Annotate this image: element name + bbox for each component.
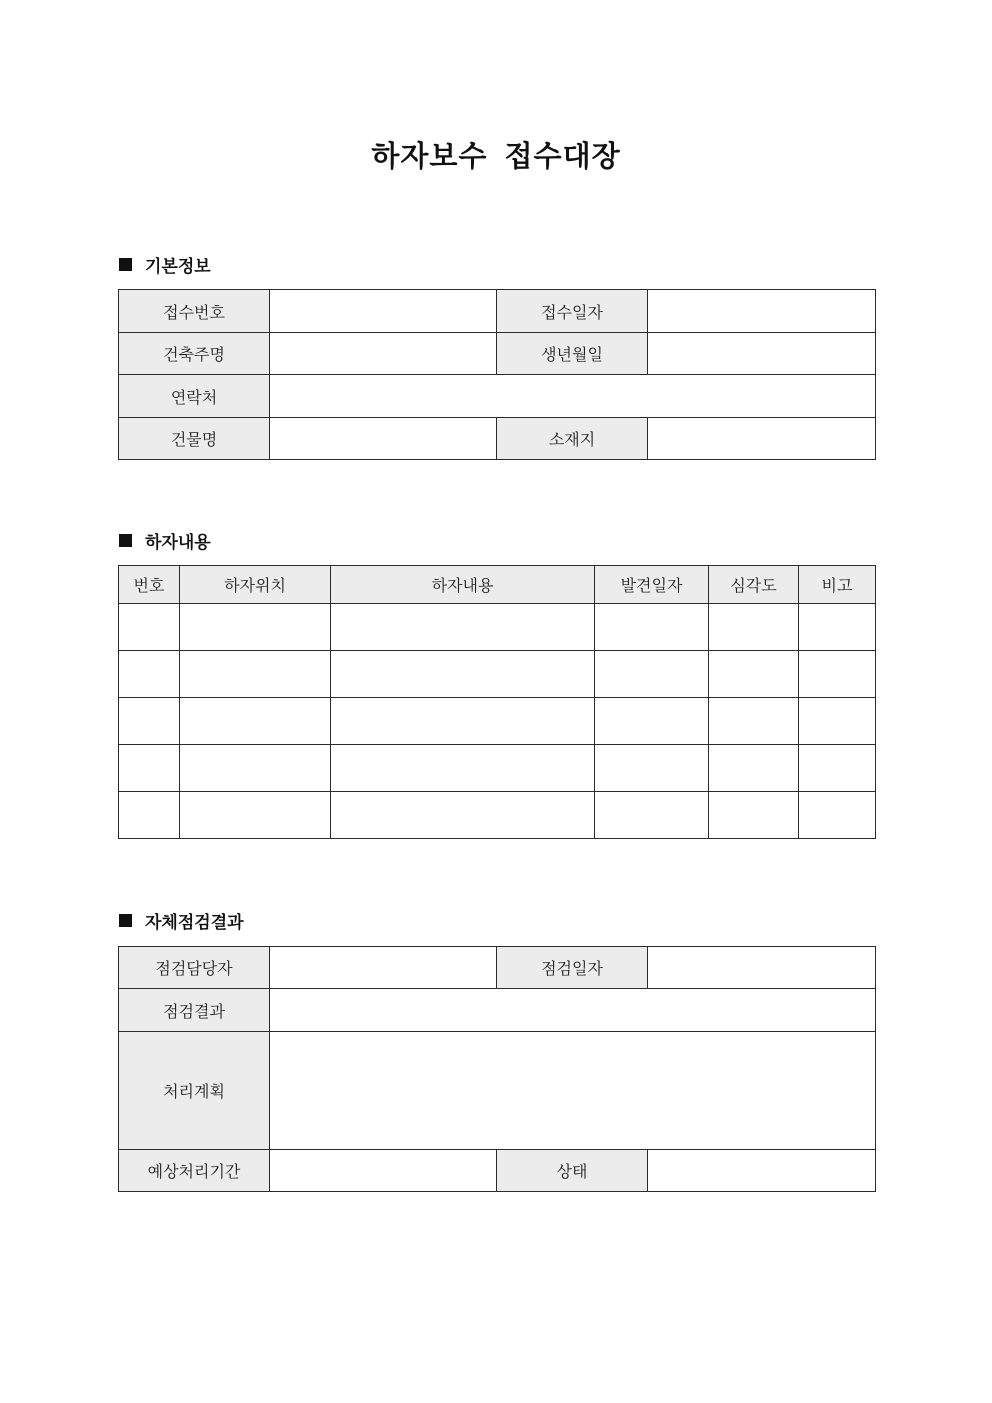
inspection-result-field[interactable] [270,989,876,1032]
page-title: 하자보수 접수대장 [371,139,621,173]
location-cell[interactable] [180,792,331,839]
inspection-date-field[interactable] [648,947,876,989]
no-cell[interactable] [119,604,180,651]
section-heading-inspection [119,908,244,932]
note-cell[interactable] [799,745,876,792]
inspector-field[interactable] [270,947,497,989]
table-row [119,745,876,792]
table-row [119,698,876,745]
found-date-cell[interactable] [595,604,709,651]
defect-table [118,565,876,839]
table-row [119,651,876,698]
receipt-date-field[interactable] [648,290,876,333]
location-cell[interactable] [180,651,331,698]
column-header-note: 비고 [799,566,876,604]
found-date-cell[interactable] [595,651,709,698]
section-heading-label: 하자내용 [145,532,211,553]
expected-period-label: 예상처리기간 [119,1150,270,1192]
content-cell[interactable] [331,651,595,698]
inspection-result-label: 점검결과 [119,989,270,1032]
table-row [119,792,876,839]
no-cell[interactable] [119,745,180,792]
found-date-cell[interactable] [595,698,709,745]
section-heading-label: 자체점검결과 [145,912,244,933]
location-label: 소재지 [497,418,648,460]
birth-date-label: 생년월일 [497,333,648,375]
square-bullet-icon [119,534,132,547]
inspection-date-label: 점검일자 [497,947,648,989]
no-cell[interactable] [119,651,180,698]
found-date-cell[interactable] [595,745,709,792]
note-cell[interactable] [799,792,876,839]
section-heading-label: 기본정보 [145,256,211,277]
status-label: 상태 [497,1150,648,1192]
contact-field[interactable] [270,375,876,418]
severity-cell[interactable] [709,698,799,745]
severity-cell[interactable] [709,792,799,839]
status-field[interactable] [648,1150,876,1192]
severity-cell[interactable] [709,745,799,792]
receipt-date-label: 접수일자 [497,290,648,333]
content-cell[interactable] [331,698,595,745]
column-header-location: 하자위치 [180,566,331,604]
found-date-cell[interactable] [595,792,709,839]
receipt-no-field[interactable] [270,290,497,333]
contact-label: 연락처 [119,375,270,418]
table-row [119,604,876,651]
note-cell[interactable] [799,651,876,698]
expected-period-field[interactable] [270,1150,497,1192]
inspection-table [118,946,876,1192]
square-bullet-icon [119,914,132,927]
location-field[interactable] [648,418,876,460]
building-name-label: 건물명 [119,418,270,460]
section-heading-basic [119,252,211,276]
receipt-no-label: 접수번호 [119,290,270,333]
column-header-severity: 심각도 [709,566,799,604]
treatment-plan-field[interactable] [270,1032,876,1150]
location-cell[interactable] [180,745,331,792]
location-cell[interactable] [180,698,331,745]
square-bullet-icon [119,258,132,271]
defect-table-header [119,566,876,604]
content-cell[interactable] [331,792,595,839]
severity-cell[interactable] [709,651,799,698]
column-header-no: 번호 [119,566,180,604]
content-cell[interactable] [331,604,595,651]
inspector-label: 점검담당자 [119,947,270,989]
no-cell[interactable] [119,792,180,839]
note-cell[interactable] [799,604,876,651]
owner-name-label: 건축주명 [119,333,270,375]
note-cell[interactable] [799,698,876,745]
no-cell[interactable] [119,698,180,745]
owner-name-field[interactable] [270,333,497,375]
severity-cell[interactable] [709,604,799,651]
section-heading-defect [119,528,211,552]
location-cell[interactable] [180,604,331,651]
content-cell[interactable] [331,745,595,792]
basic-info-table [118,289,876,460]
birth-date-field[interactable] [648,333,876,375]
treatment-plan-label: 처리계획 [119,1032,270,1150]
column-header-found-date: 발견일자 [595,566,709,604]
column-header-content: 하자내용 [331,566,595,604]
building-name-field[interactable] [270,418,497,460]
